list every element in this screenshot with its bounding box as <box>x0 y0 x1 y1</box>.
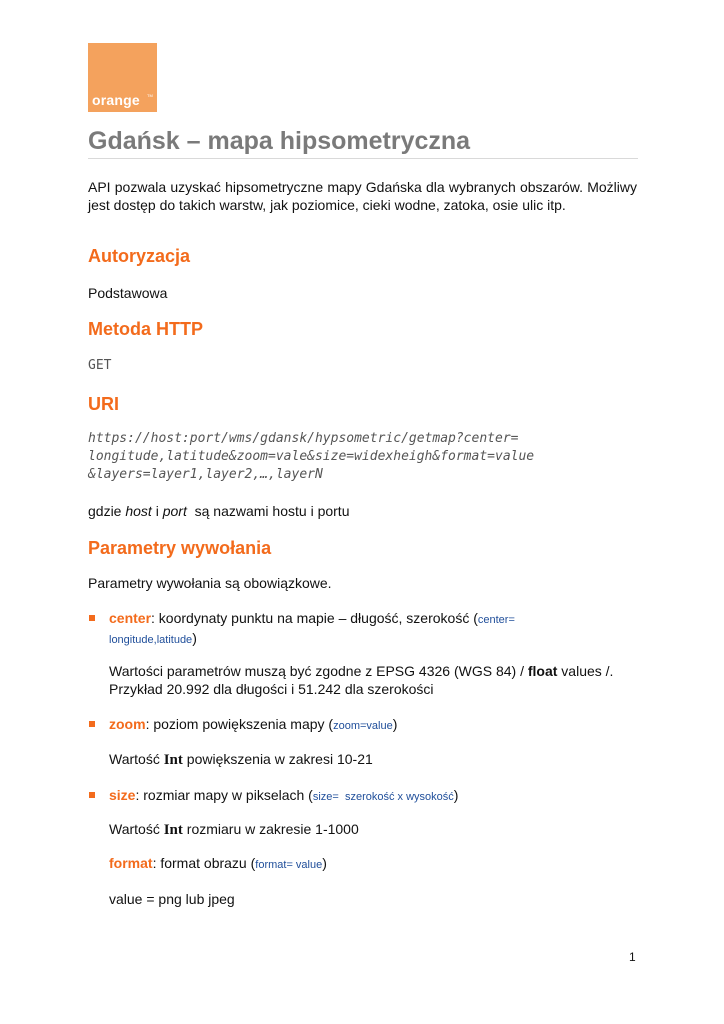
param-zoom-note-a: Wartość <box>109 751 164 767</box>
uri-note-port: port <box>162 503 187 519</box>
uri-note <box>88 502 349 520</box>
param-size <box>109 786 639 806</box>
param-center-example-a: center= <box>477 614 515 626</box>
bullet-icon <box>89 792 95 798</box>
param-zoom-close: ) <box>392 716 398 732</box>
param-zoom-example: zoom=value <box>333 720 393 732</box>
param-zoom-note <box>109 750 639 769</box>
param-center-note-c: Przykład 20.992 dla długości i 51.242 dla szerokości <box>109 681 434 697</box>
logo-text: orange <box>92 92 140 108</box>
uri-note-suffix: są nazwami hostu i portu <box>186 503 350 519</box>
param-format-desc: : format obrazu ( <box>152 855 256 871</box>
param-size-desc: : rozmiar mapy w pikselach ( <box>135 787 313 803</box>
param-format-example: format= value <box>255 859 323 871</box>
page-number: 1 <box>629 950 636 964</box>
param-format-close: ) <box>322 855 327 871</box>
param-center-example-b: longitude,latitude <box>109 634 193 646</box>
param-size-note-a: Wartość <box>109 821 164 837</box>
uri-line-2: longitude,latitude&zoom=vale&size=widexheigh&format=value <box>88 449 535 464</box>
param-center-note-b: values /. <box>557 663 614 679</box>
param-size-note-int: Int <box>163 822 183 838</box>
param-center-name: center <box>109 610 152 626</box>
uri-line-1: https://host:port/wms/gdansk/hypsometric/getmap?center= <box>88 431 519 446</box>
param-zoom-note-b: powiększenia w zakresi 10-21 <box>182 751 373 767</box>
intro-paragraph: API pozwala uzyskać hipsometryczne mapy Gdańska dla wybranych obszarów. Możliwy jest dostęp do takich warstw, jak poziomice, cieki wodne, zatoka, osie ulic itp. <box>88 179 637 213</box>
param-format-note: value = png lub jpeg <box>109 891 235 907</box>
param-center-close: ) <box>192 630 197 646</box>
param-size-close: ) <box>453 787 459 803</box>
param-center-note-float: float <box>527 663 558 679</box>
uri-line-3: &layers=layer1,layer2,…,layerN <box>88 467 323 482</box>
auth-heading: Autoryzacja <box>88 246 191 266</box>
param-center <box>109 609 639 649</box>
uri-note-prefix: gdzie <box>88 503 126 519</box>
param-format-name: format <box>109 855 153 871</box>
param-center-note-a: Wartości parametrów muszą być zgodne z EPSG 4326 (WGS 84) / <box>109 663 528 679</box>
auth-value: Podstawowa <box>88 285 168 301</box>
uri-note-host: host <box>125 503 152 519</box>
param-size-note-b: rozmiaru w zakresie 1-1000 <box>182 821 359 837</box>
param-size-name: size <box>109 787 136 803</box>
logo-trademark: TM <box>147 93 153 98</box>
params-intro: Parametry wywołania są obowiązkowe. <box>88 575 332 591</box>
param-size-example: size= szerokość x wysokość <box>312 791 454 803</box>
bullet-icon <box>89 615 95 621</box>
param-size-note <box>109 820 639 839</box>
page-title: Gdańsk – mapa hipsometryczna <box>88 126 638 159</box>
param-zoom-note-int: Int <box>163 752 183 768</box>
param-zoom-desc: : poziom powiększenia mapy ( <box>145 716 334 732</box>
method-heading: Metoda HTTP <box>88 319 203 339</box>
uri-heading: URI <box>88 394 119 414</box>
param-zoom-name: zoom <box>109 716 146 732</box>
bullet-icon <box>89 721 95 727</box>
method-value: GET <box>88 358 112 373</box>
param-zoom <box>109 715 639 735</box>
param-format <box>109 854 639 874</box>
param-center-note <box>109 662 639 698</box>
param-center-desc: : koordynaty punktu na mapie – długość, szerokość ( <box>151 610 478 626</box>
orange-logo <box>88 43 157 112</box>
uri-note-and: i <box>151 503 163 519</box>
params-heading: Parametry wywołania <box>88 538 272 558</box>
